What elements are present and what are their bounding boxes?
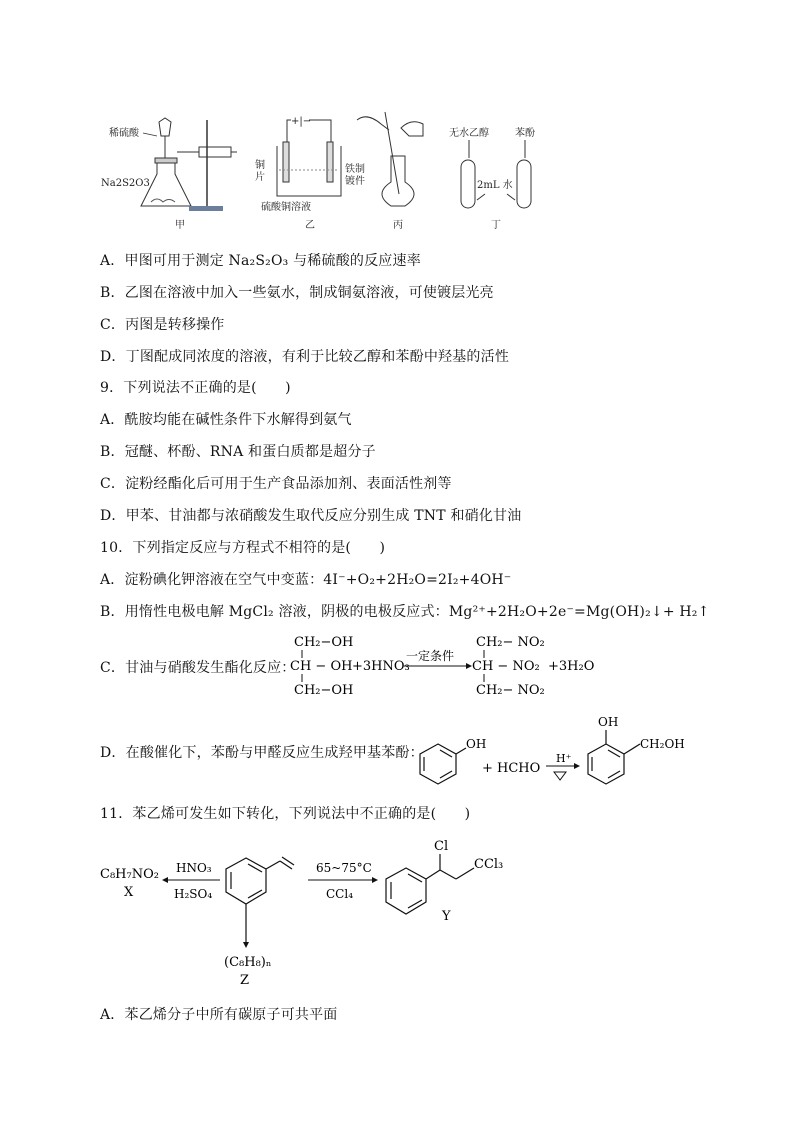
label-thiosulfate: Na2S2O3 [101,178,150,189]
label-copper-sheet-2: 片 [255,172,265,183]
label-iron-part-1: 铁制 [345,164,365,175]
figure-yi [255,116,365,231]
q9-option-a: A．酰胺均能在碱性条件下水解得到氨气 [100,412,352,428]
label-copper-sheet-1: 铜 [255,160,265,171]
product-ch2oh: CH₂OH [640,737,685,751]
nitric-acid-reagent: +3HNO₃ [352,659,410,674]
nitroglycerin-line-3: CH₂− NO₂ [476,683,545,698]
styrene-transformation-scheme [96,834,536,994]
acid-catalyst: H⁺ [556,752,572,765]
q8-option-b: B．乙图在溶液中加入一些氨水，制成铜氨溶液，可使镀层光亮 [100,285,494,301]
reaction-condition: 一定条件 [406,649,455,663]
q10-option-d-prefix: D．在酸催化下，苯酚与甲醛反应生成羟甲基苯酚： [100,745,424,761]
phenol-formaldehyde-equation [410,712,700,792]
product-ring [588,744,624,784]
x-formula: C₈H₇NO₂ [100,867,159,882]
q11-stem: 11．苯乙烯可发生如下转化，下列说法中不正确的是( ) [100,806,471,822]
water-product: +3H₂O [548,659,595,674]
caption-jia: 甲 [175,220,185,231]
y-chlorine: Cl [434,839,449,854]
addition-temperature: 65~75°C [316,861,372,875]
label-phenol: 苯酚 [515,128,535,139]
caption-ding: 丁 [491,220,501,231]
q9-option-b: B．冠醚、杯酚、RNA 和蛋白质都是超分子 [100,444,376,460]
addition-solvent: CCl₄ [326,887,354,901]
figure-ding [449,126,535,231]
label-copper-sulfate: 硫酸铜溶液 [261,202,311,213]
product-oh: OH [598,715,619,729]
caption-yi: 乙 [305,220,315,231]
y-structure [386,854,474,914]
glycerol-line-3: CH₂−OH [294,683,354,698]
formaldehyde-reagent: + HCHO [482,761,541,776]
nitroglycerin-line-1: CH₂− NO₂ [476,635,545,650]
figure-bing [357,112,423,231]
glycerol-line-1: CH₂−OH [294,635,354,650]
nitration-reagent: HNO₃ [176,861,212,875]
y-label: Y [442,909,451,924]
x-label: X [124,885,134,900]
q10-option-b: B．用惰性电极电解 MgCl₂ 溶液，阴极的电极反应式：Mg²⁺+2H₂O+2e⁻=Mg(OH)₂↓+ H₂↑ [100,604,710,620]
q9-option-d: D．甲苯、甘油都与浓硝酸发生取代反应分别生成 TNT 和硝化甘油 [100,508,522,524]
q10-option-c-prefix: C．甘油与硝酸发生酯化反应： [100,660,296,676]
styrene-structure [226,857,294,942]
z-formula: (C₈H₈)ₙ [224,955,272,970]
phenol-oh: OH [466,737,487,751]
label-iron-part-2: 镀件 [345,176,365,187]
q10-stem: 10．下列指定反应与方程式不相符的是( ) [100,540,386,556]
q10-option-a: A．淀粉碘化钾溶液在空气中变蓝：4I⁻+O₂+2H₂O=2I₂+4OH⁻ [100,572,512,588]
glycerol-line-2: CH − OH [290,659,353,674]
glycerol-esterification-equation [290,630,600,700]
q11-option-a: A．苯乙烯分子中所有碳原子可共平面 [100,1007,338,1023]
q8-option-a: A．甲图可用于测定 Na₂S₂O₃ 与稀硫酸的反应速率 [100,253,421,269]
q9-option-c: C．淀粉经酯化后可用于生产食品添加剂、表面活性剂等 [100,476,452,492]
label-2ml-water: 2mL 水 [477,180,513,191]
y-ccl3: CCl₃ [474,857,504,872]
figure-jia [101,118,237,231]
battery-symbol: +|− [291,116,312,127]
q9-stem: 9．下列说法不正确的是( ) [100,380,291,396]
apparatus-figures [95,102,555,234]
q8-option-c: C．丙图是转移操作 [100,317,225,333]
nitration-catalyst: H₂SO₄ [174,887,213,901]
label-anhydrous-ethanol: 无水乙醇 [449,128,489,139]
phenol-ring [420,744,456,784]
z-label: Z [240,973,250,988]
caption-bing: 丙 [393,220,403,231]
q8-option-d: D．丁图配成同浓度的溶液，有利于比较乙醇和苯酚中羟基的活性 [100,349,510,365]
label-dilute-acid: 稀硫酸 [109,128,139,139]
nitroglycerin-line-2: CH − NO₂ [472,659,540,674]
